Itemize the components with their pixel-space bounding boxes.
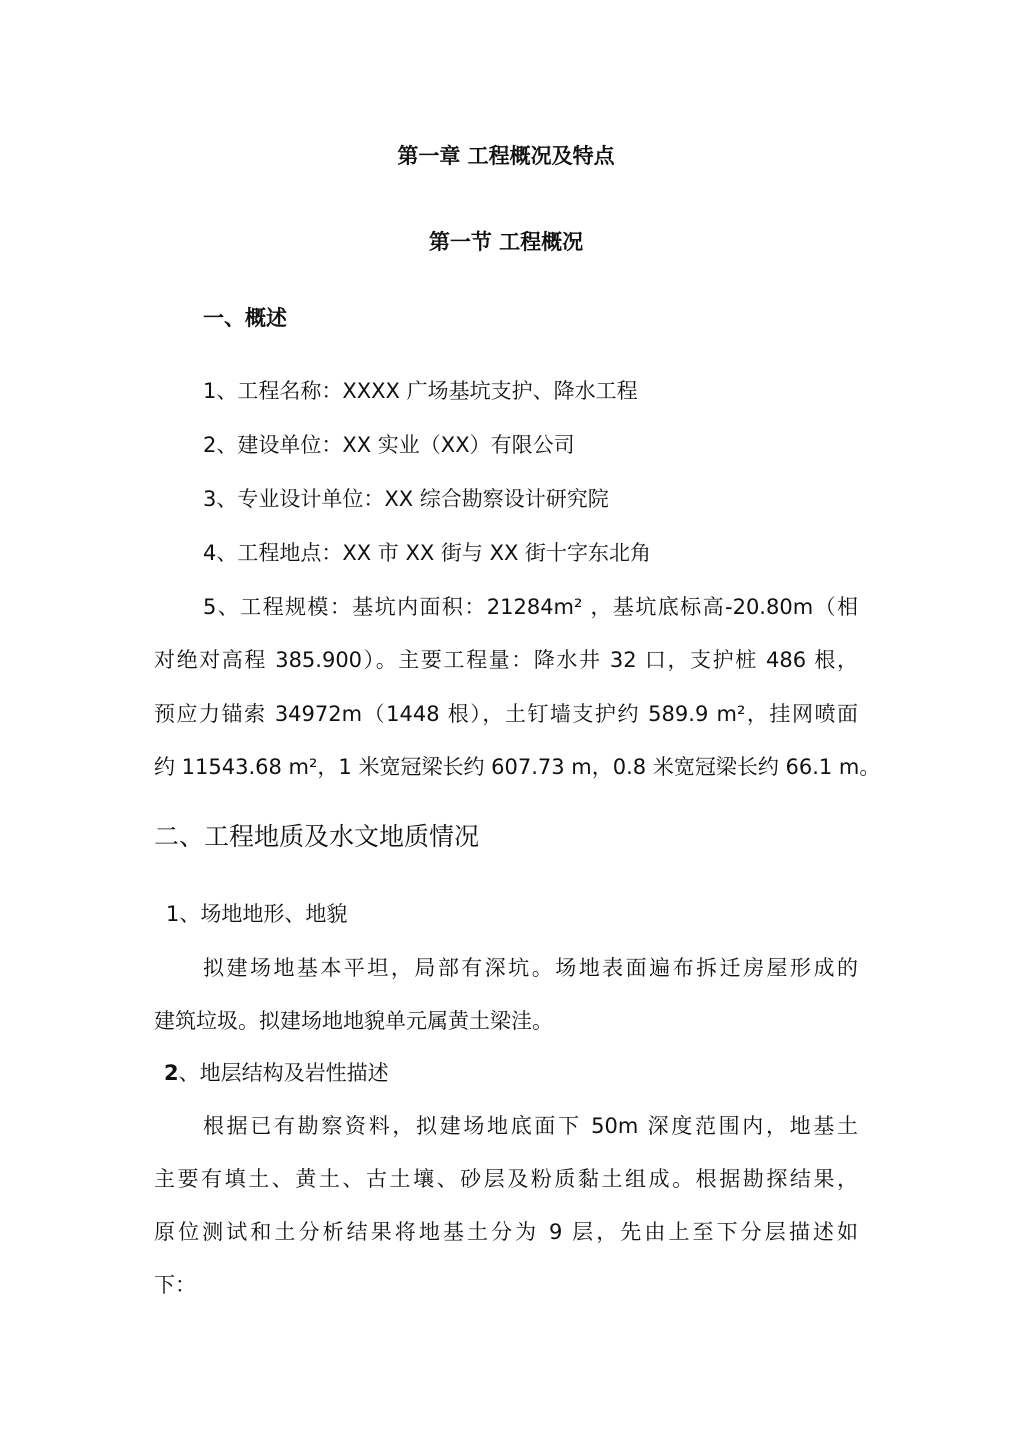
- terrain-heading: 1、场地地形、地貌: [166, 902, 348, 926]
- strata-heading: [164, 1058, 389, 1088]
- strata-heading-number: 2: [164, 1061, 179, 1085]
- overview-item-designer: 3、专业设计单位：XX 综合勘察设计研究院: [203, 487, 609, 511]
- terrain-line-1: 拟建场地基本平坦，局部有深坑。场地表面遍布拆迁房屋形成的: [203, 956, 858, 980]
- scale-line-3: 预应力锚索 34972m（1448 根），土钉墙支护约 589.9 m²，挂网喷面: [154, 702, 858, 726]
- section-title: 第一节 工程概况: [428, 230, 584, 254]
- strata-line-3: 原位测试和土分析结果将地基土分为 9 层，先由上至下分层描述如: [154, 1220, 858, 1244]
- overview-item-project-name: 1、工程名称：XXXX 广场基坑支护、降水工程: [203, 379, 638, 403]
- overview-item-location: 4、工程地点：XX 市 XX 街与 XX 街十字东北角: [203, 541, 652, 565]
- scale-line-4: 约 11543.68 m²，1 米宽冠梁长约 607.73 m，0.8 米宽冠梁长约 66.1 m。: [154, 755, 881, 779]
- strata-line-2: 主要有填土、黄土、古土壤、砂层及粉质黏土组成。根据勘探结果，: [154, 1167, 858, 1191]
- scale-line-2: 对绝对高程 385.900）。主要工程量：降水井 32 口，支护桩 486 根，: [154, 648, 858, 672]
- strata-line-1: 根据已有勘察资料，拟建场地底面下 50m 深度范围内，地基土: [203, 1114, 858, 1138]
- terrain-line-2: 建筑垃圾。拟建场地地貌单元属黄土梁洼。: [154, 1009, 553, 1033]
- chapter-title: 第一章 工程概况及特点: [397, 144, 615, 168]
- subsection-overview: 一、概述: [203, 306, 287, 330]
- scale-line-1: 5、工程规模：基坑内面积：21284m² ，基坑底标高-20.80m（相: [203, 595, 858, 619]
- overview-item-owner: 2、建设单位：XX 实业（XX）有限公司: [203, 433, 575, 457]
- strata-line-4: 下：: [154, 1273, 196, 1297]
- major-heading-geology: 二、工程地质及水文地质情况: [154, 822, 480, 851]
- strata-heading-text: 、地层结构及岩性描述: [178, 1061, 389, 1085]
